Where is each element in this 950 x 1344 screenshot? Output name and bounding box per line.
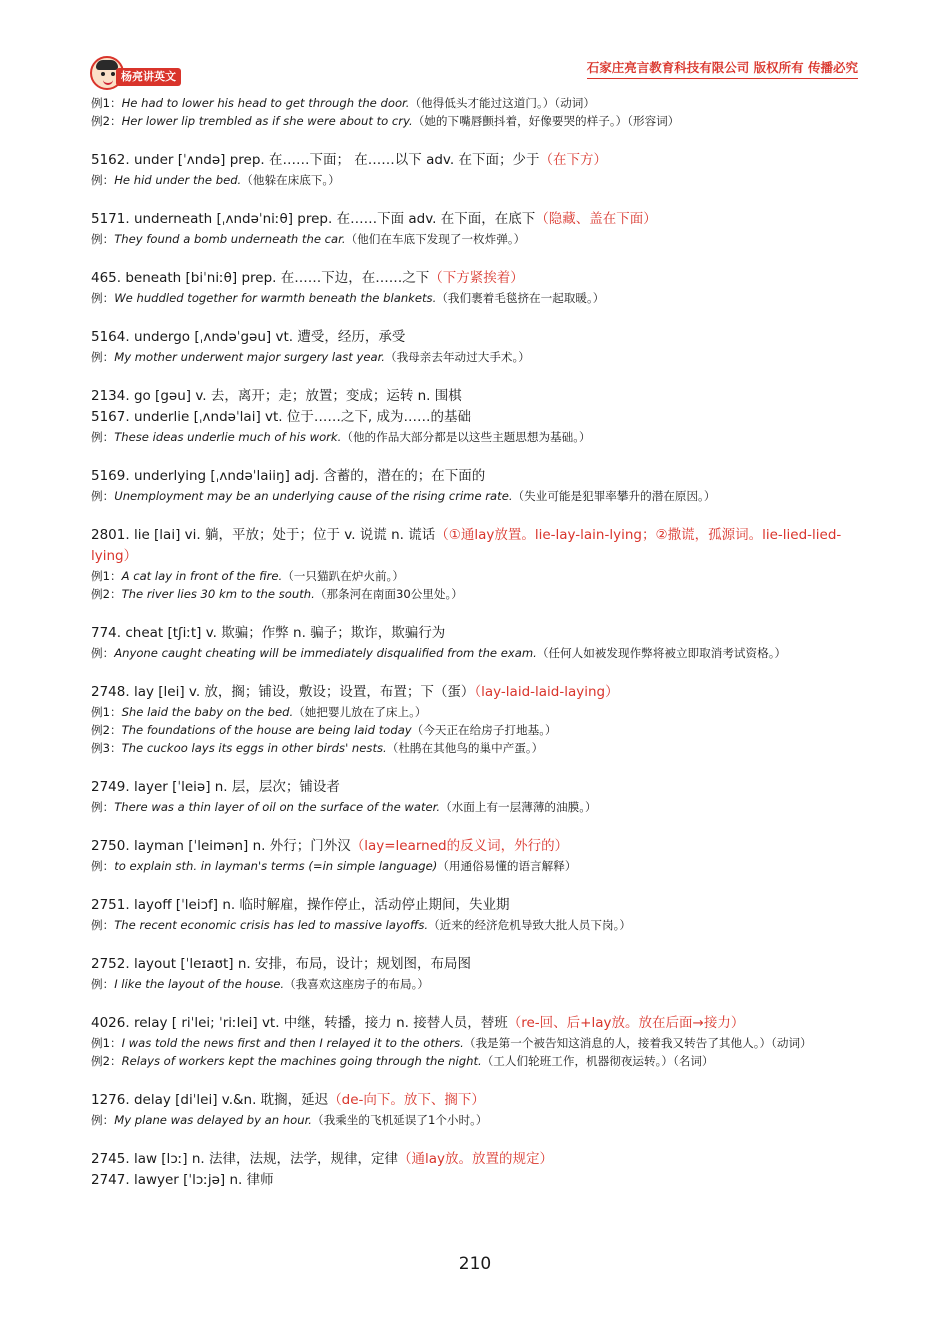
entry-definition: 2745. law [lɔː] n. 法律，法规，法学，规律，定律 <box>91 1151 398 1167</box>
entry-headword <box>91 327 861 348</box>
copyright-notice: 石家庄亮言教育科技有限公司 版权所有 传播必究 <box>587 58 858 79</box>
example-en: My mother underwent major surgery last year. <box>114 350 385 364</box>
vocab-entry <box>91 836 861 875</box>
example-en: Unemployment may be an underlying cause of the rising crime rate. <box>114 489 513 503</box>
example-sentence <box>91 428 861 446</box>
vocab-entry <box>91 94 861 130</box>
vocab-entry <box>91 777 861 816</box>
example-en: I like the layout of the house. <box>114 977 285 991</box>
vocab-entry <box>91 1090 861 1129</box>
example-sentence <box>91 644 861 662</box>
example-en: The cuckoo lays its eggs in other birds' nests. <box>121 741 387 755</box>
entry-headword <box>91 386 861 407</box>
entry-definition: 5164. undergo [ˌʌndəˈgəu] vt. 遭受，经历，承受 <box>91 329 406 345</box>
entry-definition: 5171. underneath [ˌʌndəˈniːθ] prep. 在……下面 adv. 在下面，在底下 <box>91 211 536 227</box>
example-sentence <box>91 171 861 189</box>
vocab-entry <box>91 1013 861 1070</box>
example-sentence <box>91 112 861 130</box>
example-sentence <box>91 585 861 603</box>
entry-definition: 2801. lie [lai] vi. 躺，平放；处于；位于 v. 说谎 n. 谎话 <box>91 527 436 543</box>
entry-mnemonic-note: （lay-laid-laid-laying） <box>474 684 619 700</box>
vocab-entry <box>91 623 861 662</box>
example-zh: （她的下嘴唇颤抖着，好像要哭的样子。）（形容词） <box>412 114 680 128</box>
entry-headword <box>91 268 861 289</box>
entry-definition: 2752. layout [ˈleɪaʊt] n. 安排，布局，设计；规划图，布局图 <box>91 956 472 972</box>
example-sentence <box>91 721 861 739</box>
entry-mnemonic-note: （通lay放。放置的规定） <box>397 1151 553 1167</box>
example-zh: （我们裹着毛毯挤在一起取暖。） <box>436 291 605 305</box>
example-en: I was told the news first and then I relayed it to the others. <box>121 1036 464 1050</box>
example-zh: （他得低头才能过这道门。）（动词） <box>409 96 595 110</box>
example-sentence <box>91 975 861 993</box>
example-zh: （杜鹃在其他鸟的巢中产蛋。） <box>386 741 544 755</box>
entry-mnemonic-note: （在下方） <box>539 152 607 168</box>
example-en: A cat lay in front of the fire. <box>121 569 283 583</box>
entry-headword <box>91 150 861 171</box>
entry-mnemonic-note: （下方紧挨着） <box>429 270 524 286</box>
entry-headword <box>91 209 861 230</box>
example-zh: （我乘坐的飞机延误了1个小时。） <box>312 1113 488 1127</box>
vocab-entry <box>91 327 861 366</box>
example-prefix: 例： <box>91 350 115 364</box>
example-prefix: 例3： <box>91 741 122 755</box>
example-sentence <box>91 487 861 505</box>
entry-headword <box>91 895 861 916</box>
entry-headword <box>91 1090 861 1111</box>
example-en: Her lower lip trembled as if she were about to cry. <box>121 114 413 128</box>
vocab-entry <box>91 386 861 407</box>
example-en: We huddled together for warmth beneath the blankets. <box>114 291 437 305</box>
example-prefix: 例： <box>91 291 115 305</box>
example-zh: （她把婴儿放在了床上。） <box>293 705 427 719</box>
example-sentence <box>91 916 861 934</box>
example-sentence <box>91 94 861 112</box>
example-zh: （工人们轮班工作，机器彻夜运转。）（名词） <box>481 1054 714 1068</box>
vocab-entry <box>91 150 861 189</box>
example-zh: （我母亲去年动过大手术。） <box>384 350 530 364</box>
page-header <box>0 0 950 100</box>
example-zh: （失业可能是犯罪率攀升的潜在原因。） <box>512 489 716 503</box>
entry-headword <box>91 954 861 975</box>
entry-mnemonic-note: （de-向下。放下、搁下） <box>328 1092 485 1108</box>
example-sentence <box>91 289 861 307</box>
example-zh: （今天正在给房子打地基。） <box>411 723 557 737</box>
vocab-entry <box>91 209 861 248</box>
entry-definition: 2749. layer [ˈleiə] n. 层，层次；铺设者 <box>91 779 340 795</box>
example-zh: （我喜欢这座房子的布局。） <box>284 977 429 991</box>
example-en: They found a bomb underneath the car. <box>114 232 346 246</box>
example-en: There was a thin layer of oil on the surface of the water. <box>114 800 441 814</box>
example-prefix: 例： <box>91 173 115 187</box>
example-prefix: 例： <box>91 1113 115 1127</box>
example-zh: （一只猫趴在炉火前。） <box>282 569 404 583</box>
logo <box>90 56 190 92</box>
entry-definition: 2134. go [gəu] v. 去，离开；走；放置；变成；运转 n. 围棋 <box>91 388 462 404</box>
vocab-entry <box>91 466 861 505</box>
example-sentence <box>91 348 861 366</box>
entry-definition: 1276. delay [diˈlei] v.&n. 耽搁，延迟 <box>91 1092 329 1108</box>
example-prefix: 例2： <box>91 723 122 737</box>
example-zh: （他们在车底下发现了一枚炸弹。） <box>345 232 526 246</box>
vocabulary-list <box>91 94 861 1211</box>
example-prefix: 例2： <box>91 114 122 128</box>
example-en: to explain sth. in layman's terms (=in simple language) <box>114 859 438 873</box>
entry-headword <box>91 1013 861 1034</box>
example-zh: （用通俗易懂的语言解释） <box>437 859 577 873</box>
example-sentence <box>91 739 861 757</box>
example-prefix: 例： <box>91 232 115 246</box>
vocab-entry <box>91 268 861 307</box>
example-en: The river lies 30 km to the south. <box>121 587 315 601</box>
entry-definition: 2747. lawyer [ˈlɔːjə] n. 律师 <box>91 1172 274 1188</box>
entry-definition: 4026. relay [ riˈlei; ˈriːlei] vt. 中继，转播，接力 n. 接替人员，替班 <box>91 1015 508 1031</box>
entry-mnemonic-note: （lay=learned的反义词，外行的） <box>350 838 569 854</box>
entry-headword <box>91 466 861 487</box>
example-prefix: 例1： <box>91 705 122 719</box>
example-prefix: 例1： <box>91 96 122 110</box>
entry-mnemonic-note: （re-回、后+lay放。放在后面→接力） <box>507 1015 745 1031</box>
vocab-entry <box>91 1149 861 1170</box>
example-zh: （水面上有一层薄薄的油膜。） <box>440 800 597 814</box>
vocab-entry <box>91 954 861 993</box>
example-en: My plane was delayed by an hour. <box>114 1113 312 1127</box>
example-sentence <box>91 857 861 875</box>
entry-definition: 2748. lay [lei] v. 放，搁；铺设，敷设；设置，布置；下（蛋） <box>91 684 475 700</box>
vocab-entry <box>91 895 861 934</box>
example-sentence <box>91 703 861 721</box>
entry-headword <box>91 777 861 798</box>
entry-definition: 2750. layman [ˈleimən] n. 外行；门外汉 <box>91 838 351 854</box>
example-prefix: 例： <box>91 918 115 932</box>
example-en: She laid the baby on the bed. <box>121 705 294 719</box>
entry-definition: 5162. under [ˈʌndə] prep. 在……下面； 在……以下 adv. 在下面；少于 <box>91 152 540 168</box>
entry-mnemonic-note: （①通lay放置。lie-lay-lain-lying；②撒谎，孤源词。lie-lied-lied-lying） <box>91 527 842 564</box>
page-number: 210 <box>458 1254 492 1274</box>
example-en: The foundations of the house are being laid today <box>121 723 412 737</box>
entry-headword <box>91 623 861 644</box>
vocab-entry <box>91 407 861 446</box>
example-en: He hid under the bed. <box>114 173 242 187</box>
example-sentence <box>91 1034 861 1052</box>
example-en: The recent economic crisis has led to massive layoffs. <box>114 918 429 932</box>
example-prefix: 例： <box>91 977 115 991</box>
entry-definition: 465. beneath [biˈniːθ] prep. 在……下边，在……之下 <box>91 270 430 286</box>
example-en: Relays of workers kept the machines going through the night. <box>121 1054 482 1068</box>
example-prefix: 例1： <box>91 1036 122 1050</box>
example-sentence <box>91 567 861 585</box>
entry-headword <box>91 1149 861 1170</box>
example-sentence <box>91 230 861 248</box>
example-prefix: 例： <box>91 489 115 503</box>
entry-definition: 2751. layoff [ˈleiɔf] n. 临时解雇，操作停止，活动停止期间，失业期 <box>91 897 510 913</box>
vocab-entry <box>91 525 861 603</box>
vocab-entry <box>91 1170 861 1191</box>
example-zh: （他的作品大部分都是以这些主题思想为基础。） <box>341 430 591 444</box>
example-zh: （他躲在床底下。） <box>241 173 340 187</box>
example-zh: （近来的经济危机导致大批人员下岗。） <box>428 918 631 932</box>
entry-definition: 5167. underlie [ˌʌndəˈlai] vt. 位于……之下, 成为……的基础 <box>91 409 471 425</box>
entry-definition: 774. cheat [tʃiːt] v. 欺骗；作弊 n. 骗子；欺诈，欺骗行为 <box>91 625 446 641</box>
example-en: Anyone caught cheating will be immediately disqualified from the exam. <box>114 646 537 660</box>
example-prefix: 例： <box>91 430 115 444</box>
example-en: He had to lower his head to get through the door. <box>121 96 410 110</box>
example-prefix: 例： <box>91 859 115 873</box>
example-prefix: 例： <box>91 646 115 660</box>
example-prefix: 例1： <box>91 569 122 583</box>
entry-headword <box>91 1170 861 1191</box>
example-zh: （任何人如被发现作弊将被立即取消考试资格。） <box>536 646 787 660</box>
example-en: These ideas underlie much of his work. <box>114 430 342 444</box>
entry-definition: 5169. underlying [ˌʌndəˈlaiiŋ] adj. 含蓄的，潜在的；在下面的 <box>91 468 486 484</box>
example-zh: （我是第一个被告知这消息的人，接着我又转告了其他人。）（动词） <box>463 1036 812 1050</box>
logo-text: 杨亮讲英文 <box>116 68 181 86</box>
vocab-entry <box>91 682 861 757</box>
entry-headword <box>91 836 861 857</box>
entry-headword <box>91 682 861 703</box>
entry-mnemonic-note: （隐藏、盖在下面） <box>535 211 657 227</box>
example-sentence <box>91 1052 861 1070</box>
example-sentence <box>91 1111 861 1129</box>
entry-headword <box>91 407 861 428</box>
example-prefix: 例： <box>91 800 115 814</box>
example-zh: （那条河在南面30公里处。） <box>314 587 463 601</box>
example-sentence <box>91 798 861 816</box>
example-prefix: 例2： <box>91 1054 122 1068</box>
example-prefix: 例2： <box>91 587 122 601</box>
entry-headword <box>91 525 861 567</box>
